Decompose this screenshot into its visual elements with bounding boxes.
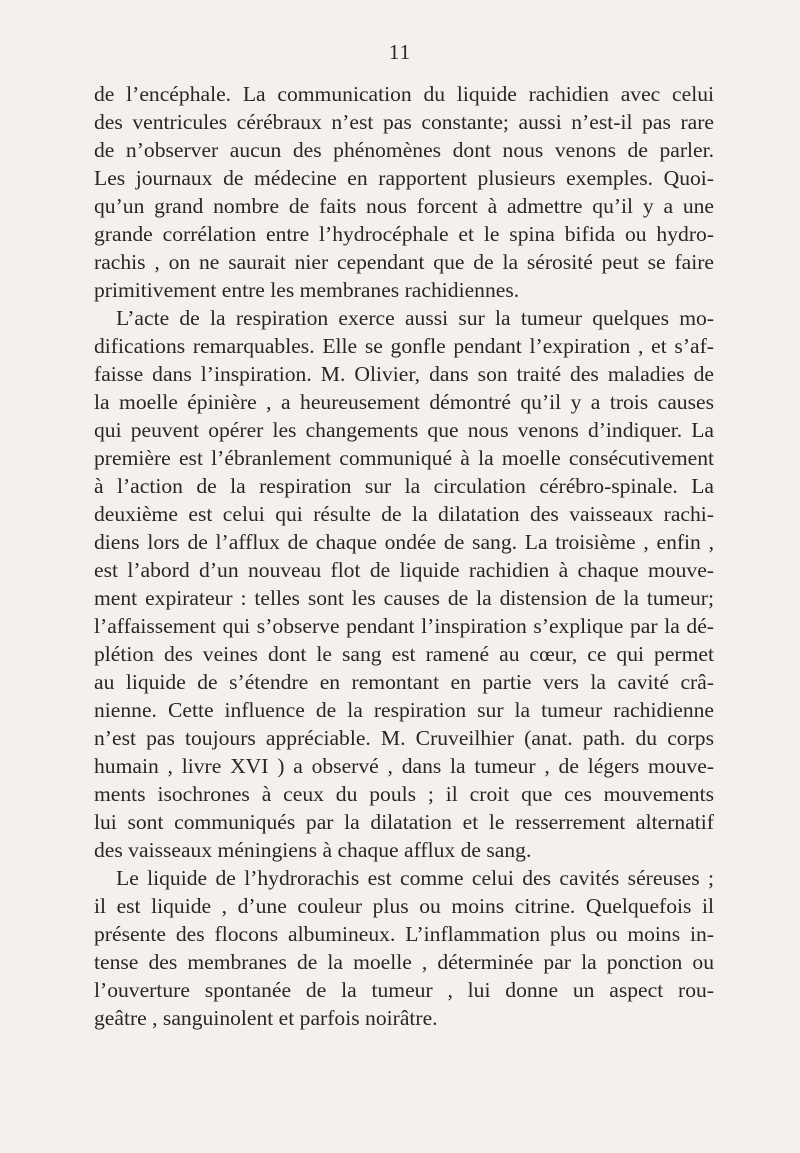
text-line: deuxième est celui qui résulte de la dilatation des vaisseaux rachi- bbox=[94, 502, 714, 526]
text-line: de n’observer aucun des phénomènes dont nous venons de parler. bbox=[94, 138, 714, 162]
text-line: la moelle épinière , a heureusement démontré qu’il y a trois causes bbox=[94, 390, 714, 414]
text-line: tense des membranes de la moelle , déterminée par la ponction ou bbox=[94, 950, 714, 974]
text-line: au liquide de s’étendre en remontant en partie vers la cavité crâ- bbox=[94, 670, 714, 694]
text-line: Le liquide de l’hydrorachis est comme celui des cavités séreuses ; bbox=[116, 866, 714, 890]
text-line: à l’action de la respiration sur la circulation cérébro-spinale. La bbox=[94, 474, 714, 498]
text-line: l’affaissement qui s’observe pendant l’inspiration s’explique par la dé- bbox=[94, 614, 714, 638]
text-line: difications remarquables. Elle se gonfle pendant l’expiration , et s’af- bbox=[94, 334, 714, 358]
text-line: plétion des veines dont le sang est ramené au cœur, ce qui permet bbox=[94, 642, 714, 666]
text-line: ments isochrones à ceux du pouls ; il croit que ces mouvements bbox=[94, 782, 714, 806]
text-line: primitivement entre les membranes rachidiennes. bbox=[94, 278, 520, 302]
text-line: des ventricules cérébraux n’est pas constante; aussi n’est-il pas rare bbox=[94, 110, 714, 134]
text-line: Les journaux de médecine en rapportent plusieurs exemples. Quoi- bbox=[94, 166, 714, 190]
text-line: grande corrélation entre l’hydrocéphale et le spina bifida ou hydro- bbox=[94, 222, 714, 246]
text-line: ment expirateur : telles sont les causes de la distension de la tumeur; bbox=[94, 586, 714, 610]
text-line: de l’encéphale. La communication du liquide rachidien avec celui bbox=[94, 82, 714, 106]
text-line: qui peuvent opérer les changements que nous venons d’indiquer. La bbox=[94, 418, 714, 442]
text-line: présente des flocons albumineux. L’inflammation plus ou moins in- bbox=[94, 922, 714, 946]
text-line: diens lors de l’afflux de chaque ondée de sang. La troisième , enfin , bbox=[94, 530, 714, 554]
text-line: humain , livre XVI ) a observé , dans la tumeur , de légers mouve- bbox=[94, 754, 714, 778]
text-line: nienne. Cette influence de la respiration sur la tumeur rachidienne bbox=[94, 698, 714, 722]
page-number: 11 bbox=[388, 40, 412, 64]
text-line: il est liquide , d’une couleur plus ou moins citrine. Quelquefois il bbox=[94, 894, 714, 918]
text-line: geâtre , sanguinolent et parfois noirâtre. bbox=[94, 1006, 438, 1030]
text-line: première est l’ébranlement communiqué à la moelle consécutivement bbox=[94, 446, 714, 470]
text-line: est l’abord d’un nouveau flot de liquide rachidien à chaque mouve- bbox=[94, 558, 714, 582]
text-line: faisse dans l’inspiration. M. Olivier, dans son traité des maladies de bbox=[94, 362, 714, 386]
text-line: l’ouverture spontanée de la tumeur , lui donne un aspect rou- bbox=[94, 978, 714, 1002]
text-line: qu’un grand nombre de faits nous forcent à admettre qu’il y a une bbox=[94, 194, 714, 218]
text-line: des vaisseaux méningiens à chaque afflux de sang. bbox=[94, 838, 532, 862]
text-line: lui sont communiqués par la dilatation et le resserrement alternatif bbox=[94, 810, 714, 834]
text-line: L’acte de la respiration exerce aussi sur la tumeur quelques mo- bbox=[116, 306, 714, 330]
text-line: n’est pas toujours appréciable. M. Cruveilhier (anat. path. du corps bbox=[94, 726, 714, 750]
text-line: rachis , on ne saurait nier cependant que de la sérosité peut se faire bbox=[94, 250, 714, 274]
